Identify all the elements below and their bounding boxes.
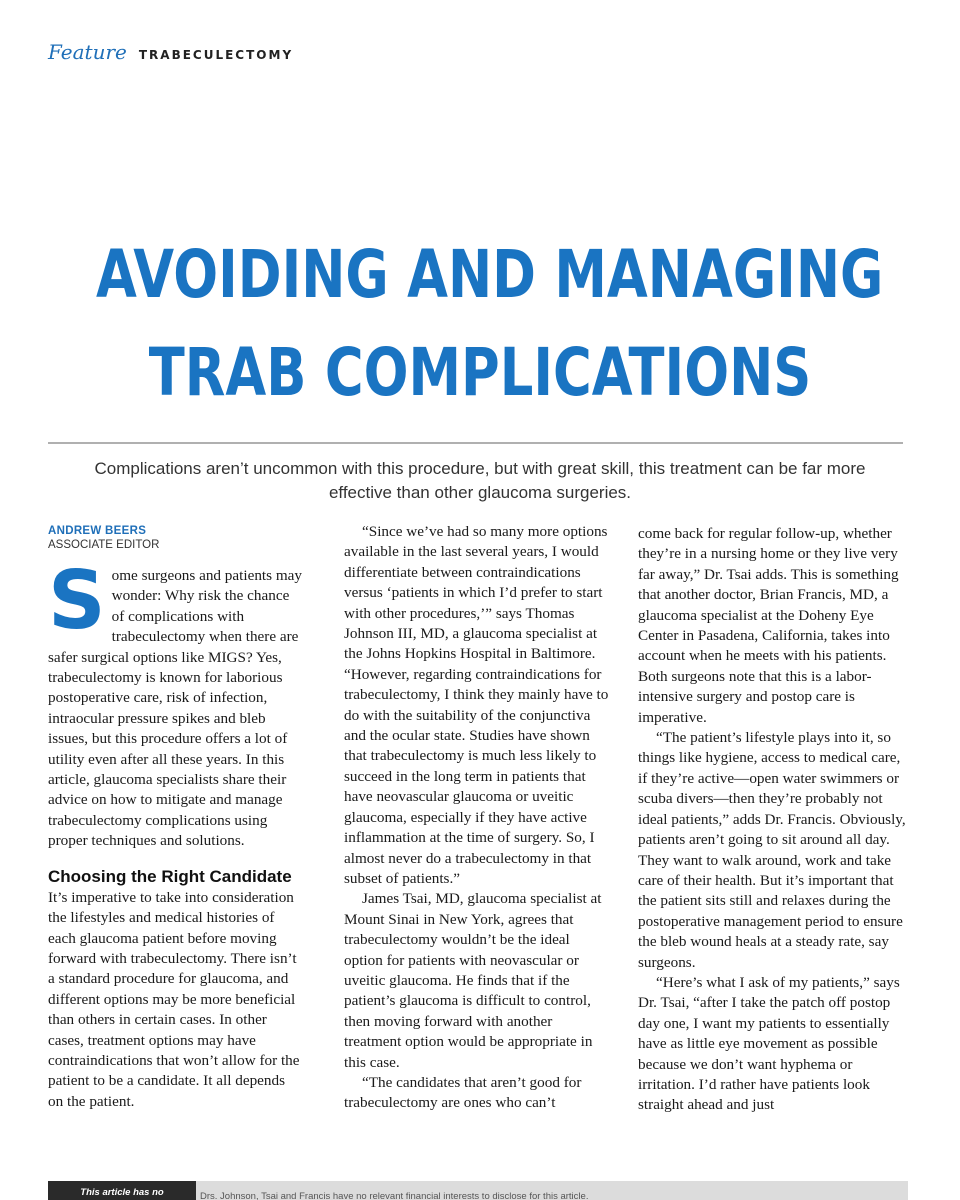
running-head bbox=[48, 40, 293, 64]
intro-text: ome surgeons and patients may wonder: Why risk the chance of complications with trabeculectomy when there are safer surgical options like MIGS? Yes, trabeculectomy is known for laborious postoperative care, risk of infection, intraocular pressure spikes and bleb issues, but this procedure offers a lot of utility even after all these years. In this article, glaucoma specialists share their advice on how to mitigate and manage trabeculectomy complications using proper techniques and solutions. bbox=[48, 567, 302, 850]
section-label: Feature bbox=[48, 40, 127, 64]
body-paragraph-5: “The patient’s lifestyle plays into it, so things like hygiene, access to medical care, if they’re active—open water swimmers or scuba divers—then they’re probably not ideal patients,” adds Dr. Francis. Obviously, patients aren’t going to sit around all day. They want to walk around, work and take care of their health. But it’s important that the patient sits still and relaxes during the postoperative management period to ensure the bleb wound heals at a steady rate, say surgeons. bbox=[638, 729, 906, 971]
byline-name: ANDREW BEERS bbox=[48, 525, 147, 537]
byline-role: ASSOCIATE EDITOR bbox=[48, 539, 160, 551]
headline-line-1: AVOIDING AND MANAGING bbox=[96, 236, 884, 313]
column-1 bbox=[48, 524, 303, 1112]
article-deck: Complications aren’t uncommon with this procedure, but with great skill, this treatment can be far more effective than other glaucoma surgeries. bbox=[94, 459, 866, 502]
body-paragraph-4-continued: come back for regular follow-up, whether they’re in a nursing home or they live very far away,” Dr. Tsai adds. This is something that another doctor, Brian Francis, MD, a glaucoma specialist at the Doheny Eye Center in Pasadena, California, takes into account when he meets with his patients. Both surgeons note that this is a labor-intensive surgery and postop care is imperative. bbox=[638, 525, 899, 726]
intro-paragraph bbox=[48, 554, 303, 852]
column-3 bbox=[638, 524, 910, 1116]
body-paragraph-4: “The candidates that aren’t good for trabeculectomy are ones who can’t bbox=[344, 1073, 582, 1112]
section-subhead: Choosing the Right Candidate bbox=[48, 866, 292, 886]
column-2 bbox=[344, 522, 610, 1114]
article-headline bbox=[96, 226, 884, 422]
drop-cap: S bbox=[48, 554, 106, 647]
footer-note: This article has no bbox=[48, 1181, 196, 1200]
headline-line-2: TRAB COMPLICATIONS bbox=[148, 334, 812, 411]
body-paragraph-6: “Here’s what I ask of my patients,” says Dr. Tsai, “after I take the patch off postop day one, I want my patients to essentially have as little eye movement as possible because we don’t want hyphema or irritation. I’d rather have patients look straight ahead and just bbox=[638, 973, 900, 1114]
body-paragraph-2: “Since we’ve had so many more options available in the last several years, I would differentiate between contraindications versus ‘patients in which I’d prefer to start with other procedures,’” says Thomas Johnson III, MD, a glaucoma specialist at the Johns Hopkins Hospital in Baltimore. “However, regarding contraindications for trabeculectomy, I think they mainly have to do with the suitability of the conjunctiva and the ocular state. Studies have shown that trabeculectomy is much less likely to succeed in the long term in patients that have neovascular glaucoma or uveitic glaucoma, especially if they have active inflammation at the time of surgery. So, I almost never do a trabeculectomy in that subset of patients.” bbox=[344, 523, 609, 887]
footer-disclosure: Drs. Johnson, Tsai and Francis have no relevant financial interests to disclose for this article. bbox=[200, 1191, 589, 1200]
topic-label: TRABECULECTOMY bbox=[138, 48, 294, 62]
body-paragraph-1: It’s imperative to take into consideration the lifestyles and medical histories of each glaucoma patient before moving forward with trabeculectomy. There isn’t a standard procedure for glaucoma, and different options may be more beneficial than others in certain cases. In other cases, treatment options may have contraindications that won’t allow for the patient to be a candidate. It all depends on the patient. bbox=[48, 888, 300, 1110]
body-paragraph-3: James Tsai, MD, glaucoma specialist at Mount Sinai in New York, agrees that trabeculectomy wouldn’t be the ideal option for patients with neovascular or uveitic glaucoma. He finds that if the patient’s glaucoma is difficult to control, then moving forward with another treatment option would be appropriate in this case. bbox=[344, 890, 602, 1071]
headline-divider bbox=[48, 442, 903, 444]
